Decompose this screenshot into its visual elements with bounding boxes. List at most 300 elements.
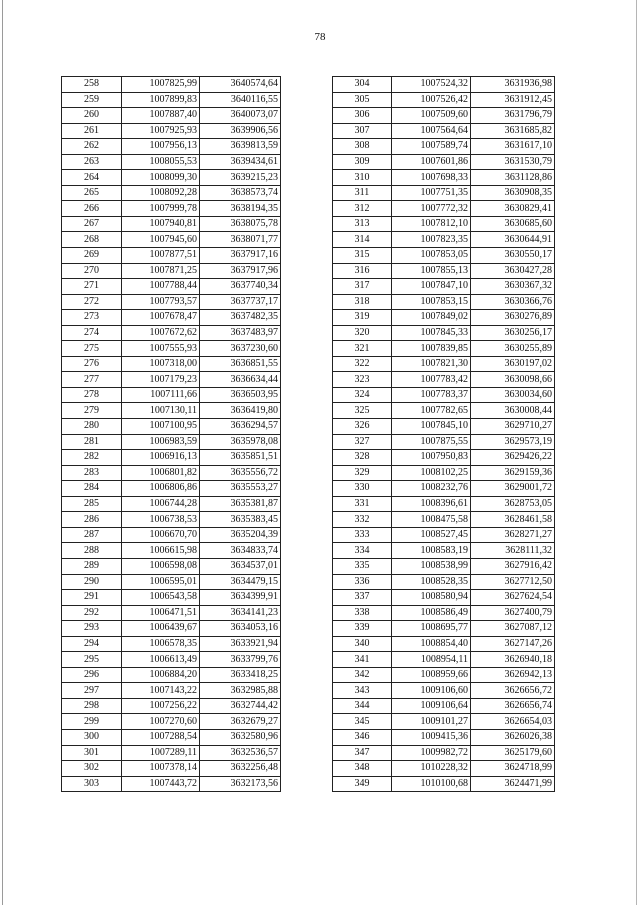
point-number-cell: 324 bbox=[333, 387, 392, 403]
point-number-cell: 293 bbox=[62, 621, 122, 637]
y-coordinate-cell: 3630427,28 bbox=[471, 263, 555, 279]
y-coordinate-cell: 3627087,12 bbox=[471, 621, 555, 637]
x-coordinate-cell: 1007875,55 bbox=[392, 434, 471, 450]
y-coordinate-cell: 3633921,94 bbox=[200, 636, 281, 652]
table-row bbox=[333, 434, 555, 450]
y-coordinate-cell: 3627712,50 bbox=[471, 574, 555, 590]
x-coordinate-cell: 1007950,83 bbox=[392, 450, 471, 466]
y-coordinate-cell: 3633418,25 bbox=[200, 667, 281, 683]
y-coordinate-cell: 3628111,32 bbox=[471, 543, 555, 559]
y-coordinate-cell: 3637917,16 bbox=[200, 248, 281, 264]
point-number-cell: 286 bbox=[62, 512, 122, 528]
table-row bbox=[333, 496, 555, 512]
point-number-cell: 342 bbox=[333, 667, 392, 683]
y-coordinate-cell: 3630829,41 bbox=[471, 201, 555, 217]
point-number-cell: 323 bbox=[333, 372, 392, 388]
table-row bbox=[333, 123, 555, 139]
table-row bbox=[62, 698, 281, 714]
point-number-cell: 268 bbox=[62, 232, 122, 248]
point-number-cell: 310 bbox=[333, 170, 392, 186]
x-coordinate-cell: 1007845,10 bbox=[392, 419, 471, 435]
table-row bbox=[62, 729, 281, 745]
y-coordinate-cell: 3630366,76 bbox=[471, 294, 555, 310]
x-coordinate-cell: 1007849,02 bbox=[392, 310, 471, 326]
table-row bbox=[62, 776, 281, 792]
table-row bbox=[333, 341, 555, 357]
table-row bbox=[333, 465, 555, 481]
point-number-cell: 312 bbox=[333, 201, 392, 217]
x-coordinate-cell: 1008102,25 bbox=[392, 465, 471, 481]
table-row bbox=[333, 387, 555, 403]
table-row bbox=[333, 714, 555, 730]
table-row bbox=[62, 123, 281, 139]
x-coordinate-cell: 1007853,15 bbox=[392, 294, 471, 310]
x-coordinate-cell: 1008232,76 bbox=[392, 481, 471, 497]
point-number-cell: 348 bbox=[333, 761, 392, 777]
point-number-cell: 297 bbox=[62, 683, 122, 699]
point-number-cell: 340 bbox=[333, 636, 392, 652]
y-coordinate-cell: 3635851,51 bbox=[200, 450, 281, 466]
x-coordinate-cell: 1007782,65 bbox=[392, 403, 471, 419]
table-row bbox=[333, 201, 555, 217]
point-number-cell: 262 bbox=[62, 139, 122, 155]
y-coordinate-cell: 3632173,56 bbox=[200, 776, 281, 792]
table-row bbox=[333, 574, 555, 590]
table-row bbox=[62, 667, 281, 683]
y-coordinate-cell: 3630098,66 bbox=[471, 372, 555, 388]
y-coordinate-cell: 3631685,82 bbox=[471, 123, 555, 139]
table-row bbox=[62, 543, 281, 559]
x-coordinate-cell: 1008959,66 bbox=[392, 667, 471, 683]
point-number-cell: 319 bbox=[333, 310, 392, 326]
point-number-cell: 285 bbox=[62, 496, 122, 512]
y-coordinate-cell: 3632256,48 bbox=[200, 761, 281, 777]
table-row bbox=[333, 77, 555, 93]
y-coordinate-cell: 3632536,57 bbox=[200, 745, 281, 761]
x-coordinate-cell: 1006884,20 bbox=[122, 667, 200, 683]
point-number-cell: 299 bbox=[62, 714, 122, 730]
point-number-cell: 338 bbox=[333, 605, 392, 621]
y-coordinate-cell: 3632985,88 bbox=[200, 683, 281, 699]
point-number-cell: 291 bbox=[62, 590, 122, 606]
x-coordinate-cell: 1006439,67 bbox=[122, 621, 200, 637]
point-number-cell: 328 bbox=[333, 450, 392, 466]
y-coordinate-cell: 3639906,56 bbox=[200, 123, 281, 139]
point-number-cell: 331 bbox=[333, 496, 392, 512]
x-coordinate-cell: 1006806,86 bbox=[122, 481, 200, 497]
x-coordinate-cell: 1009415,36 bbox=[392, 729, 471, 745]
table-row bbox=[333, 527, 555, 543]
point-number-cell: 296 bbox=[62, 667, 122, 683]
x-coordinate-cell: 1007270,60 bbox=[122, 714, 200, 730]
y-coordinate-cell: 3637917,96 bbox=[200, 263, 281, 279]
table-row bbox=[333, 108, 555, 124]
table-row bbox=[333, 450, 555, 466]
point-number-cell: 281 bbox=[62, 434, 122, 450]
x-coordinate-cell: 1006543,58 bbox=[122, 590, 200, 606]
point-number-cell: 294 bbox=[62, 636, 122, 652]
table-row bbox=[333, 543, 555, 559]
point-number-cell: 313 bbox=[333, 216, 392, 232]
y-coordinate-cell: 3631128,86 bbox=[471, 170, 555, 186]
table-row bbox=[333, 170, 555, 186]
x-coordinate-cell: 1007601,86 bbox=[392, 154, 471, 170]
table-row bbox=[62, 403, 281, 419]
point-number-cell: 349 bbox=[333, 776, 392, 792]
x-coordinate-cell: 1007945,60 bbox=[122, 232, 200, 248]
y-coordinate-cell: 3628271,27 bbox=[471, 527, 555, 543]
y-coordinate-cell: 3634479,15 bbox=[200, 574, 281, 590]
table-row bbox=[333, 558, 555, 574]
point-number-cell: 339 bbox=[333, 621, 392, 637]
y-coordinate-cell: 3631936,98 bbox=[471, 77, 555, 93]
table-row bbox=[62, 652, 281, 668]
point-number-cell: 300 bbox=[62, 729, 122, 745]
table-row bbox=[62, 248, 281, 264]
table-row bbox=[62, 185, 281, 201]
x-coordinate-cell: 1007823,35 bbox=[392, 232, 471, 248]
point-number-cell: 279 bbox=[62, 403, 122, 419]
table-row bbox=[62, 745, 281, 761]
point-number-cell: 317 bbox=[333, 279, 392, 295]
y-coordinate-cell: 3627624,54 bbox=[471, 590, 555, 606]
x-coordinate-cell: 1006738,53 bbox=[122, 512, 200, 528]
point-number-cell: 315 bbox=[333, 248, 392, 264]
x-coordinate-cell: 1007256,22 bbox=[122, 698, 200, 714]
point-number-cell: 290 bbox=[62, 574, 122, 590]
x-coordinate-cell: 1008854,40 bbox=[392, 636, 471, 652]
y-coordinate-cell: 3638194,35 bbox=[200, 201, 281, 217]
x-coordinate-cell: 1007111,66 bbox=[122, 387, 200, 403]
y-coordinate-cell: 3632580,96 bbox=[200, 729, 281, 745]
y-coordinate-cell: 3630256,17 bbox=[471, 325, 555, 341]
table-row bbox=[62, 527, 281, 543]
x-coordinate-cell: 1008586,49 bbox=[392, 605, 471, 621]
point-number-cell: 259 bbox=[62, 92, 122, 108]
point-number-cell: 275 bbox=[62, 341, 122, 357]
x-coordinate-cell: 1007772,32 bbox=[392, 201, 471, 217]
table-row bbox=[333, 310, 555, 326]
point-number-cell: 335 bbox=[333, 558, 392, 574]
y-coordinate-cell: 3630008,44 bbox=[471, 403, 555, 419]
table-row bbox=[333, 667, 555, 683]
table-row bbox=[62, 325, 281, 341]
y-coordinate-cell: 3627400,79 bbox=[471, 605, 555, 621]
y-coordinate-cell: 3630908,35 bbox=[471, 185, 555, 201]
table-row bbox=[62, 465, 281, 481]
y-coordinate-cell: 3637737,17 bbox=[200, 294, 281, 310]
table-row bbox=[62, 77, 281, 93]
y-coordinate-cell: 3638573,74 bbox=[200, 185, 281, 201]
point-number-cell: 270 bbox=[62, 263, 122, 279]
y-coordinate-cell: 3635556,72 bbox=[200, 465, 281, 481]
y-coordinate-cell: 3631912,45 bbox=[471, 92, 555, 108]
x-coordinate-cell: 1007443,72 bbox=[122, 776, 200, 792]
x-coordinate-cell: 1008528,35 bbox=[392, 574, 471, 590]
x-coordinate-cell: 1007524,32 bbox=[392, 77, 471, 93]
x-coordinate-cell: 1008055,53 bbox=[122, 154, 200, 170]
x-coordinate-cell: 1006471,51 bbox=[122, 605, 200, 621]
x-coordinate-cell: 1007871,25 bbox=[122, 263, 200, 279]
y-coordinate-cell: 3635553,27 bbox=[200, 481, 281, 497]
point-number-cell: 305 bbox=[333, 92, 392, 108]
point-number-cell: 278 bbox=[62, 387, 122, 403]
y-coordinate-cell: 3639215,23 bbox=[200, 170, 281, 186]
table-row bbox=[62, 108, 281, 124]
x-coordinate-cell: 1007751,35 bbox=[392, 185, 471, 201]
point-number-cell: 276 bbox=[62, 356, 122, 372]
point-number-cell: 311 bbox=[333, 185, 392, 201]
x-coordinate-cell: 1007853,05 bbox=[392, 248, 471, 264]
point-number-cell: 301 bbox=[62, 745, 122, 761]
x-coordinate-cell: 1007845,33 bbox=[392, 325, 471, 341]
point-number-cell: 274 bbox=[62, 325, 122, 341]
y-coordinate-cell: 3631617,10 bbox=[471, 139, 555, 155]
table-row bbox=[62, 512, 281, 528]
x-coordinate-cell: 1007783,42 bbox=[392, 372, 471, 388]
x-coordinate-cell: 1006744,28 bbox=[122, 496, 200, 512]
table-row bbox=[62, 387, 281, 403]
y-coordinate-cell: 3628753,05 bbox=[471, 496, 555, 512]
x-coordinate-cell: 1006595,01 bbox=[122, 574, 200, 590]
x-coordinate-cell: 1009106,60 bbox=[392, 683, 471, 699]
point-number-cell: 298 bbox=[62, 698, 122, 714]
point-number-cell: 282 bbox=[62, 450, 122, 466]
x-coordinate-cell: 1008538,99 bbox=[392, 558, 471, 574]
coordinates-table-left bbox=[61, 76, 281, 792]
point-number-cell: 329 bbox=[333, 465, 392, 481]
table-row bbox=[333, 761, 555, 777]
table-row bbox=[62, 263, 281, 279]
point-number-cell: 267 bbox=[62, 216, 122, 232]
y-coordinate-cell: 3627916,42 bbox=[471, 558, 555, 574]
y-coordinate-cell: 3636503,95 bbox=[200, 387, 281, 403]
table-row bbox=[62, 216, 281, 232]
point-number-cell: 341 bbox=[333, 652, 392, 668]
table-row bbox=[62, 683, 281, 699]
point-number-cell: 272 bbox=[62, 294, 122, 310]
x-coordinate-cell: 1007940,81 bbox=[122, 216, 200, 232]
x-coordinate-cell: 1008099,30 bbox=[122, 170, 200, 186]
point-number-cell: 316 bbox=[333, 263, 392, 279]
table-row bbox=[333, 776, 555, 792]
y-coordinate-cell: 3630034,60 bbox=[471, 387, 555, 403]
table-row bbox=[62, 201, 281, 217]
x-coordinate-cell: 1008583,19 bbox=[392, 543, 471, 559]
table-row bbox=[333, 185, 555, 201]
y-coordinate-cell: 3624718,99 bbox=[471, 761, 555, 777]
table-row bbox=[333, 372, 555, 388]
x-coordinate-cell: 1006613,49 bbox=[122, 652, 200, 668]
y-coordinate-cell: 3628461,58 bbox=[471, 512, 555, 528]
table-row bbox=[333, 232, 555, 248]
table-row bbox=[62, 341, 281, 357]
x-coordinate-cell: 1007509,60 bbox=[392, 108, 471, 124]
y-coordinate-cell: 3624471,99 bbox=[471, 776, 555, 792]
point-number-cell: 280 bbox=[62, 419, 122, 435]
point-number-cell: 264 bbox=[62, 170, 122, 186]
scan-edge-right bbox=[636, 0, 637, 905]
point-number-cell: 332 bbox=[333, 512, 392, 528]
point-number-cell: 265 bbox=[62, 185, 122, 201]
point-number-cell: 302 bbox=[62, 761, 122, 777]
point-number-cell: 306 bbox=[333, 108, 392, 124]
y-coordinate-cell: 3635383,45 bbox=[200, 512, 281, 528]
point-number-cell: 314 bbox=[333, 232, 392, 248]
y-coordinate-cell: 3629426,22 bbox=[471, 450, 555, 466]
point-number-cell: 283 bbox=[62, 465, 122, 481]
point-number-cell: 334 bbox=[333, 543, 392, 559]
y-coordinate-cell: 3633799,76 bbox=[200, 652, 281, 668]
table-row bbox=[62, 294, 281, 310]
point-number-cell: 292 bbox=[62, 605, 122, 621]
x-coordinate-cell: 1009101,27 bbox=[392, 714, 471, 730]
point-number-cell: 344 bbox=[333, 698, 392, 714]
y-coordinate-cell: 3630367,32 bbox=[471, 279, 555, 295]
y-coordinate-cell: 3639813,59 bbox=[200, 139, 281, 155]
x-coordinate-cell: 1008527,45 bbox=[392, 527, 471, 543]
x-coordinate-cell: 1010228,32 bbox=[392, 761, 471, 777]
x-coordinate-cell: 1007130,11 bbox=[122, 403, 200, 419]
table-row bbox=[333, 92, 555, 108]
x-coordinate-cell: 1008475,58 bbox=[392, 512, 471, 528]
point-number-cell: 325 bbox=[333, 403, 392, 419]
table-row bbox=[62, 356, 281, 372]
point-number-cell: 347 bbox=[333, 745, 392, 761]
table-row bbox=[333, 279, 555, 295]
table-row bbox=[62, 419, 281, 435]
x-coordinate-cell: 1007589,74 bbox=[392, 139, 471, 155]
y-coordinate-cell: 3635381,87 bbox=[200, 496, 281, 512]
x-coordinate-cell: 1009106,64 bbox=[392, 698, 471, 714]
table-row bbox=[62, 450, 281, 466]
table-row bbox=[62, 310, 281, 326]
x-coordinate-cell: 1006916,13 bbox=[122, 450, 200, 466]
point-number-cell: 321 bbox=[333, 341, 392, 357]
y-coordinate-cell: 3638075,78 bbox=[200, 216, 281, 232]
table-row bbox=[62, 170, 281, 186]
x-coordinate-cell: 1007855,13 bbox=[392, 263, 471, 279]
point-number-cell: 326 bbox=[333, 419, 392, 435]
point-number-cell: 273 bbox=[62, 310, 122, 326]
y-coordinate-cell: 3630276,89 bbox=[471, 310, 555, 326]
page-number: 78 bbox=[314, 31, 326, 43]
y-coordinate-cell: 3629001,72 bbox=[471, 481, 555, 497]
y-coordinate-cell: 3629710,27 bbox=[471, 419, 555, 435]
point-number-cell: 322 bbox=[333, 356, 392, 372]
point-number-cell: 343 bbox=[333, 683, 392, 699]
point-number-cell: 266 bbox=[62, 201, 122, 217]
y-coordinate-cell: 3631796,79 bbox=[471, 108, 555, 124]
point-number-cell: 307 bbox=[333, 123, 392, 139]
table-row bbox=[62, 481, 281, 497]
x-coordinate-cell: 1007564,64 bbox=[392, 123, 471, 139]
coordinates-table-right bbox=[332, 76, 555, 792]
x-coordinate-cell: 1007672,62 bbox=[122, 325, 200, 341]
table-row bbox=[333, 605, 555, 621]
table-row bbox=[62, 761, 281, 777]
point-number-cell: 261 bbox=[62, 123, 122, 139]
y-coordinate-cell: 3626940,18 bbox=[471, 652, 555, 668]
table-row bbox=[333, 403, 555, 419]
point-number-cell: 260 bbox=[62, 108, 122, 124]
x-coordinate-cell: 1007698,33 bbox=[392, 170, 471, 186]
x-coordinate-cell: 1007899,83 bbox=[122, 92, 200, 108]
point-number-cell: 330 bbox=[333, 481, 392, 497]
point-number-cell: 271 bbox=[62, 279, 122, 295]
table-row bbox=[333, 621, 555, 637]
y-coordinate-cell: 3626656,74 bbox=[471, 698, 555, 714]
point-number-cell: 288 bbox=[62, 543, 122, 559]
point-number-cell: 318 bbox=[333, 294, 392, 310]
x-coordinate-cell: 1007999,78 bbox=[122, 201, 200, 217]
y-coordinate-cell: 3630644,91 bbox=[471, 232, 555, 248]
point-number-cell: 284 bbox=[62, 481, 122, 497]
x-coordinate-cell: 1007925,93 bbox=[122, 123, 200, 139]
point-number-cell: 304 bbox=[333, 77, 392, 93]
table-row bbox=[333, 248, 555, 264]
x-coordinate-cell: 1008954,11 bbox=[392, 652, 471, 668]
y-coordinate-cell: 3626654,03 bbox=[471, 714, 555, 730]
table-row bbox=[62, 574, 281, 590]
point-number-cell: 345 bbox=[333, 714, 392, 730]
y-coordinate-cell: 3634053,16 bbox=[200, 621, 281, 637]
y-coordinate-cell: 3630550,17 bbox=[471, 248, 555, 264]
table-row bbox=[333, 154, 555, 170]
table-row bbox=[62, 139, 281, 155]
table-row bbox=[333, 636, 555, 652]
y-coordinate-cell: 3637483,97 bbox=[200, 325, 281, 341]
table-row bbox=[62, 434, 281, 450]
y-coordinate-cell: 3640574,64 bbox=[200, 77, 281, 93]
point-number-cell: 303 bbox=[62, 776, 122, 792]
table-row bbox=[333, 729, 555, 745]
point-number-cell: 336 bbox=[333, 574, 392, 590]
table-row bbox=[62, 232, 281, 248]
y-coordinate-cell: 3635204,39 bbox=[200, 527, 281, 543]
point-number-cell: 258 bbox=[62, 77, 122, 93]
x-coordinate-cell: 1008695,77 bbox=[392, 621, 471, 637]
x-coordinate-cell: 1007378,14 bbox=[122, 761, 200, 777]
x-coordinate-cell: 1007839,85 bbox=[392, 341, 471, 357]
point-number-cell: 289 bbox=[62, 558, 122, 574]
table-row bbox=[333, 263, 555, 279]
x-coordinate-cell: 1006598,08 bbox=[122, 558, 200, 574]
point-number-cell: 337 bbox=[333, 590, 392, 606]
x-coordinate-cell: 1006578,35 bbox=[122, 636, 200, 652]
x-coordinate-cell: 1007555,93 bbox=[122, 341, 200, 357]
y-coordinate-cell: 3638071,77 bbox=[200, 232, 281, 248]
y-coordinate-cell: 3629573,19 bbox=[471, 434, 555, 450]
x-coordinate-cell: 1006615,98 bbox=[122, 543, 200, 559]
x-coordinate-cell: 1008092,28 bbox=[122, 185, 200, 201]
x-coordinate-cell: 1007179,23 bbox=[122, 372, 200, 388]
y-coordinate-cell: 3631530,79 bbox=[471, 154, 555, 170]
x-coordinate-cell: 1007793,57 bbox=[122, 294, 200, 310]
y-coordinate-cell: 3636634,44 bbox=[200, 372, 281, 388]
table-row bbox=[62, 590, 281, 606]
y-coordinate-cell: 3630685,60 bbox=[471, 216, 555, 232]
point-number-cell: 327 bbox=[333, 434, 392, 450]
y-coordinate-cell: 3637230,60 bbox=[200, 341, 281, 357]
y-coordinate-cell: 3636294,57 bbox=[200, 419, 281, 435]
y-coordinate-cell: 3636851,55 bbox=[200, 356, 281, 372]
y-coordinate-cell: 3632679,27 bbox=[200, 714, 281, 730]
point-number-cell: 320 bbox=[333, 325, 392, 341]
table-row bbox=[62, 92, 281, 108]
y-coordinate-cell: 3630197,02 bbox=[471, 356, 555, 372]
y-coordinate-cell: 3637740,34 bbox=[200, 279, 281, 295]
